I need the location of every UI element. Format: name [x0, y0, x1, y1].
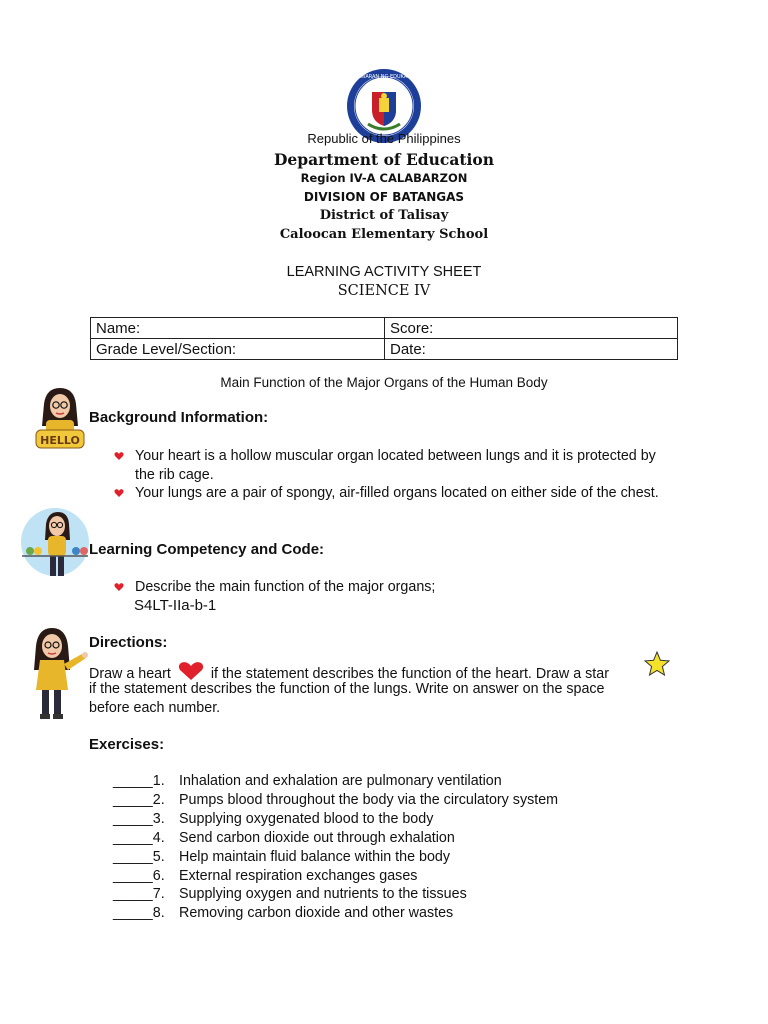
exercise-item — [113, 885, 558, 904]
exercise-text: External respiration exchanges gases — [179, 867, 418, 884]
exercise-item — [113, 791, 558, 810]
hello-sign-text: HELLO — [40, 434, 80, 447]
exercises-heading: Exercises: — [89, 736, 165, 753]
answer-blank[interactable]: _____2. — [113, 791, 165, 808]
competency-item-text: Describe the main function of the major organs; — [135, 579, 436, 595]
avatar-hello — [34, 386, 86, 450]
district-line: District of Talisay — [319, 208, 449, 223]
background-heading: Background Information: — [89, 409, 269, 426]
exercise-item — [113, 810, 558, 829]
score-field[interactable]: Score: — [385, 318, 678, 339]
competency-list — [114, 578, 675, 597]
list-item — [114, 447, 675, 484]
directions-heading: Directions: — [89, 634, 168, 651]
exercise-item — [113, 904, 558, 923]
sheet-subject: SCIENCE IV — [337, 283, 431, 299]
avatar-pointing — [28, 624, 90, 722]
seal-text: KAGAWARAN NG EDUKASYON — [347, 74, 421, 80]
competency-code: S4LT-IIa-b-1 — [134, 597, 217, 614]
heart-icon — [177, 661, 205, 681]
exercise-list — [113, 772, 558, 923]
exercise-text: Pumps blood throughout the body via the circulatory system — [179, 791, 559, 808]
answer-blank[interactable]: _____3. — [113, 810, 165, 827]
list-item — [114, 578, 675, 597]
school-line: Caloocan Elementary School — [279, 227, 489, 242]
exercise-text: Help maintain fluid balance within the body — [179, 848, 451, 865]
answer-blank[interactable]: _____8. — [113, 905, 165, 922]
exercise-text: Send carbon dioxide out through exhalation — [179, 829, 455, 846]
avatar-birds — [20, 506, 90, 586]
division-line: DIVISION OF BATANGAS — [303, 190, 465, 204]
topic-title: Main Function of the Major Organs of the Human Body — [220, 375, 548, 390]
list-item — [114, 484, 675, 503]
directions-part1: Draw a heart — [89, 666, 171, 682]
answer-blank[interactable]: _____4. — [113, 829, 165, 846]
exercise-text: Supplying oxygen and nutrients to the tissues — [179, 886, 467, 903]
name-field[interactable]: Name: — [91, 318, 385, 339]
department-line: Department of Education — [273, 150, 495, 169]
answer-blank[interactable]: _____6. — [113, 867, 165, 884]
grade-section-field[interactable]: Grade Level/Section: — [91, 339, 385, 360]
student-info-table — [90, 317, 678, 360]
background-list — [114, 447, 675, 503]
region-line: Region IV-A CALABARZON — [300, 171, 468, 185]
exercise-item — [113, 848, 558, 867]
directions-part2: if the statement describes the function of the heart. Draw a star — [210, 666, 609, 682]
heart-bullet-icon — [114, 582, 124, 592]
exercise-item — [113, 772, 558, 791]
answer-blank[interactable]: _____5. — [113, 848, 165, 865]
exercise-item — [113, 867, 558, 886]
star-icon — [644, 651, 670, 681]
exercise-text: Inhalation and exhalation are pulmonary ventilation — [179, 773, 502, 789]
directions-text-cont: if the statement describes the function of the lungs. Write on answer on the space before each number. — [89, 681, 605, 716]
republic-line: Republic of the Philippines — [307, 131, 461, 146]
competency-heading: Learning Competency and Code: — [89, 541, 325, 558]
sheet-title: LEARNING ACTIVITY SHEET — [286, 264, 482, 280]
answer-blank[interactable]: _____7. — [113, 886, 165, 903]
background-item-text: Your heart is a hollow muscular organ located between lungs and it is protected by the rib cage. — [135, 448, 656, 483]
exercise-item — [113, 829, 558, 848]
exercise-text: Removing carbon dioxide and other wastes — [179, 905, 454, 922]
date-field[interactable]: Date: — [385, 339, 678, 360]
heart-bullet-icon — [114, 488, 124, 498]
exercise-text: Supplying oxygenated blood to the body — [179, 810, 434, 827]
background-item-text: Your lungs are a pair of spongy, air-filled organs located on either side of the chest. — [135, 485, 659, 501]
answer-blank[interactable]: _____1. — [113, 773, 165, 789]
heart-bullet-icon — [114, 451, 124, 461]
